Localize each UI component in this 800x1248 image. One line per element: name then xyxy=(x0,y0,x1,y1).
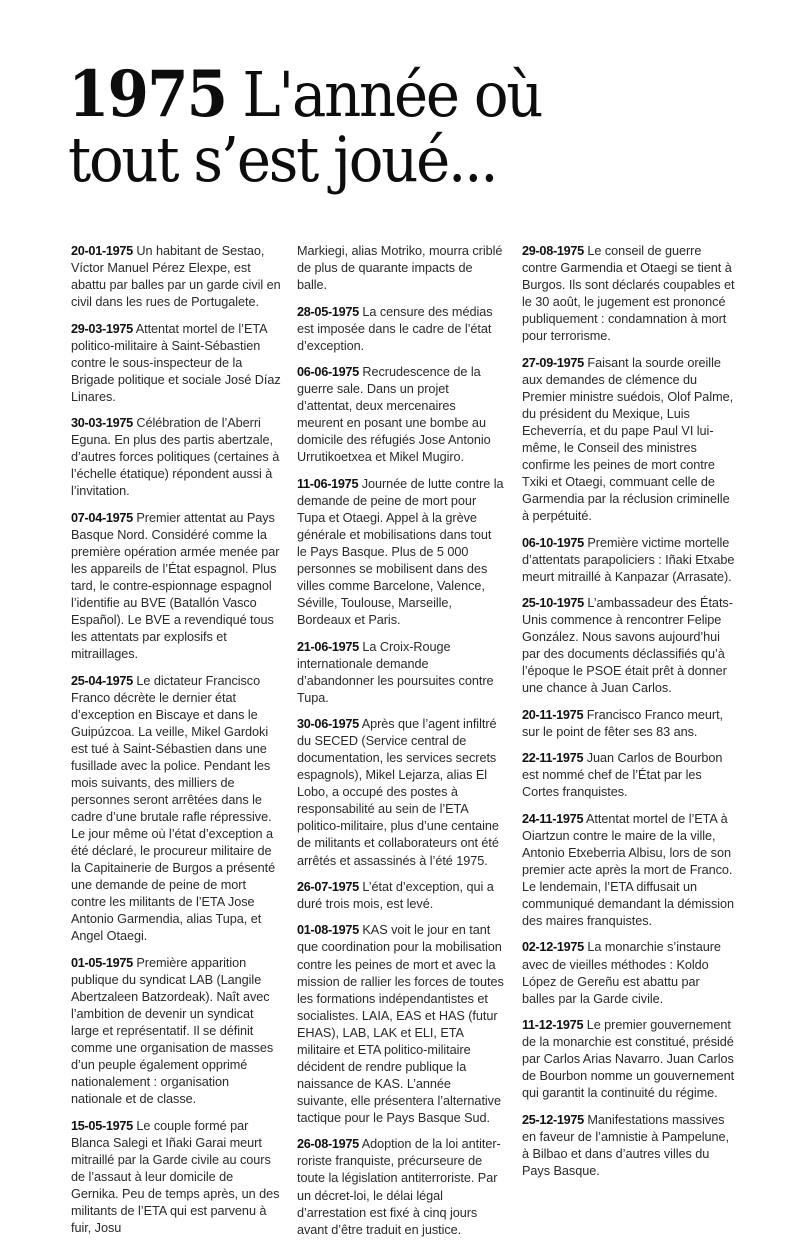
timeline-entry xyxy=(522,535,735,586)
entry-text: La Croix-Rouge internationale demande d’abandonner les poursuites contre Tupa. xyxy=(297,639,494,705)
entry-text: Faisant la sourde oreille aux demandes de clémence du Premier ministre suédois, Olof Palme, du président du Mexique, Luis Echeverría, et du pape Paul VI lui-même, le Conseil des ministres confirme les peines de mort contre Txiki et Otaegi, commuant celle de Garmendia par la réclusion criminelle à perpétuité. xyxy=(522,355,734,524)
timeline-entry xyxy=(522,811,735,930)
timeline-entry xyxy=(71,1118,281,1237)
timeline-entry xyxy=(297,639,504,707)
timeline-entry xyxy=(71,321,281,406)
entry-date: 02-12-1975 xyxy=(522,940,584,955)
entry-text: Après que l’agent infiltré du SECED (Service central de documentation, les services secrets espagnols), Mikel Lejarza, alias El Lobo, a occupé des postes à responsabilité au sein de l’ETA politico-militaire, plus d’une centaine de militants et collaborateurs ont été arrêtés et assassinés à l’été 1975. xyxy=(297,717,499,868)
entry-date: 25-12-1975 xyxy=(522,1112,584,1127)
entry-text: Le premier gouvernement de la monarchie est constitué, présidé par Carlos Arias Navarro. Juan Carlos de Bourbon nomme un gouvernement qui garantit la continuité du régime. xyxy=(522,1018,735,1101)
entry-date: 06-10-1975 xyxy=(522,535,584,550)
timeline-entry xyxy=(522,939,735,1007)
entry-date: 24-11-1975 xyxy=(522,811,584,826)
timeline-entry xyxy=(71,673,281,946)
timeline-entry xyxy=(522,707,735,741)
entry-text: Attentat mortel de l’ETA politico-militaire à Saint-Sébastien contre le sous-inspecteur de la Brigade politique et sociale José Díaz Linares. xyxy=(71,321,281,404)
entry-text: Recrudescence de la guerre sale. Dans un projet d’attentat, deux mercenaires meurent en posant une bombe au domicile des réfugiés Jose Antonio Urrutikoetxea et Mikel Mugiro. xyxy=(297,365,491,465)
entry-text: Markiegi, alias Motriko, mourra criblé de plus de quarante impacts de balle. xyxy=(297,244,503,293)
entry-text: KAS voit le jour en tant que coordination pour la mobilisation contre les peines de mort et avec la mission de rallier les forces de toutes les formations indépendantistes et socialistes. LAIA, EAS et HAS (futur EHAS), LAB, LAK et ELI, ETA militaire et ETA politico-militaire décident de rendre publique la naissance de KAS. L’année suivante, elle présentera l’alternative tactique pour le Pays Basque Sud. xyxy=(297,923,504,1125)
timeline-entry xyxy=(522,1112,735,1180)
entry-text: Le dictateur Francisco Franco décrète le dernier état d’exception en Biscaye et dans le Guipúzcoa. La veille, Mikel Gardoki est tué à Saint-Sébastien dans une fusillade avec la police. Pendant les mois suivants, des milliers de personnes seront arrêtées dans le cadre d’une brutale rafle répressive. Le jour même où l’état d’exception a été déclaré, le procureur militaire de la Capitainerie de Burgos a présenté une demande de peine de mort contre les militants de l’ETA Jose Antonio Garmendia, alias Tupa, et Angel Otaegi. xyxy=(71,673,276,944)
title-year: 1975 xyxy=(68,57,227,132)
timeline-entry xyxy=(71,510,281,663)
entry-date: 20-01-1975 xyxy=(71,244,133,258)
entry-date: 29-08-1975 xyxy=(522,244,584,258)
timeline-entry xyxy=(522,1017,735,1102)
timeline-entry xyxy=(297,476,504,629)
timeline-entry xyxy=(71,415,281,500)
timeline-entry xyxy=(297,304,504,355)
entry-text: Premier attentat au Pays Basque Nord. Considéré comme la première opération armée menée par les appareils de l’État espagnol. Plus tard, le contre-espionnage espagnol l’identifie au BVE (Batallón Vasco Español). Le BVE a revendiqué tous les attentats par explosifs et mitraillages. xyxy=(71,510,280,662)
entry-date: 11-12-1975 xyxy=(522,1018,584,1033)
timeline-entry xyxy=(297,364,504,466)
timeline-entry xyxy=(522,243,735,345)
entry-date: 06-06-1975 xyxy=(297,365,359,380)
entry-text: Célébration de l’Aberri Eguna. En plus des partis abertzale, d’autres forces politiques (certaines à l’échelle étatique) répondent aussi à l’invitation. xyxy=(71,416,280,499)
timeline-entry xyxy=(297,243,504,294)
timeline-entry xyxy=(71,955,281,1108)
timeline-entry xyxy=(522,355,735,525)
entry-text: Première apparition publique du syndicat LAB (Langile Abertzaleen Batzordeak). Naît avec l’ambition de devenir un syndicat large et représentatif. Il se définit comme une organisation de masses d’un peuple également opprimé nationalement : organisation nationale et de classe. xyxy=(71,955,274,1107)
entry-date: 25-10-1975 xyxy=(522,596,584,611)
entry-text: Première victime mortelle d’attentats parapoliciers : Iñaki Etxabe meurt mitraillé à Kanpazar (Arrasate). xyxy=(522,535,735,584)
entry-text: L’état d’exception, qui a duré trois mois, est levé. xyxy=(297,879,494,911)
entry-date: 26-08-1975 xyxy=(297,1137,359,1152)
entry-date: 21-06-1975 xyxy=(297,639,359,654)
entry-date: 11-06-1975 xyxy=(297,476,359,491)
timeline-entry xyxy=(522,595,735,697)
entry-date: 01-08-1975 xyxy=(297,923,359,938)
entry-text: Juan Carlos de Bourbon est nommé chef de l’État par les Cortes franquistes. xyxy=(522,751,723,800)
entry-date: 01-05-1975 xyxy=(71,955,133,970)
timeline-entry xyxy=(522,750,735,801)
timeline-entry xyxy=(297,879,504,913)
entry-date: 07-04-1975 xyxy=(71,510,133,525)
entry-text: Un habitant de Sestao, Víctor Manuel Pérez Elexpe, est abattu par balles par un garde civil en civil dans les rues de Portugalete. xyxy=(71,244,281,310)
timeline-column-3 xyxy=(522,243,735,1189)
entry-date: 15-05-1975 xyxy=(71,1118,133,1133)
entry-date: 28-05-1975 xyxy=(297,304,359,319)
entry-text: Le couple formé par Blanca Salegi et Iñaki Garai meurt mitraillé par la Garde civile au cours de l’assaut à leur domicile de Gernika. Peu de temps après, un des militants de l’ETA qui est parvenu à fuir, Josu xyxy=(71,1118,280,1235)
entry-date: 22-11-1975 xyxy=(522,751,584,766)
entry-text: L’ambassadeur des États-Unis commence à rencontrer Felipe González. Nous savons aujourd’hui par des documents déclassifiés qu’à l’époque le PSOE était prêt à donner une chance à Juan Carlos. xyxy=(522,596,733,696)
entry-date: 20-11-1975 xyxy=(522,707,584,722)
entry-text: Journée de lutte contre la demande de peine de mort pour Tupa et Otaegi. Appel à la grève générale et mobilisations dans tout le Pays Basque. Plus de 5 000 personnes se mobilisent dans des villes comme Barcelone, Valence, Séville, Toulouse, Marseille, Bordeaux et Paris. xyxy=(297,476,504,628)
entry-text: La censure des médias est imposée dans le cadre de l’état d’exception. xyxy=(297,304,493,353)
timeline-entry xyxy=(297,1136,504,1238)
entry-date: 25-04-1975 xyxy=(71,673,133,688)
entry-date: 26-07-1975 xyxy=(297,879,359,894)
entry-date: 30-03-1975 xyxy=(71,416,133,431)
timeline-column-1 xyxy=(71,243,281,1246)
entry-text: Francisco Franco meurt, sur le point de fêter ses 83 ans. xyxy=(522,707,724,739)
timeline-entry xyxy=(297,922,504,1127)
title-line2: tout s’est joué... xyxy=(68,123,497,196)
entry-text: Manifestations massives en faveur de l’amnistie à Pampelune, à Bilbao et dans d’autres villes du Pays Basque. xyxy=(522,1112,729,1178)
timeline-column-2 xyxy=(297,243,504,1248)
title-line1: L'année où xyxy=(242,58,542,131)
entry-date: 27-09-1975 xyxy=(522,355,584,370)
entry-text: Attentat mortel de l’ETA à Oiartzun contre le maire de la ville, Antonio Etxeberria Albisu, lors de son premier acte après la mort de Franco. Le lendemain, l’ETA diffusait un communiqué demandant la démission des maires franquistes. xyxy=(522,811,735,929)
timeline-entry xyxy=(71,243,281,311)
entry-text: Le conseil de guerre contre Garmendia et Otaegi se tient à Burgos. Ils sont déclarés coupables et le 30 août, le jugement est prononcé publiquement : condamnation à mort pour terrorisme. xyxy=(522,244,735,344)
entry-text: Adoption de la loi antiterroriste franquiste, précurseure de toute la législation antiterroriste. Par un décret-loi, le délai légal d’arrestation est fixé à cinq jours avant d’être traduit en justice. xyxy=(297,1137,501,1237)
entry-date: 30-06-1975 xyxy=(297,717,359,732)
page-title xyxy=(68,57,542,196)
entry-date: 29-03-1975 xyxy=(71,321,133,336)
entry-text: La monarchie s’instaure avec de vieilles méthodes : Koldo López de Gereñu est abattu par balles par la Garde civile. xyxy=(522,940,721,1006)
timeline-entry xyxy=(297,716,504,869)
